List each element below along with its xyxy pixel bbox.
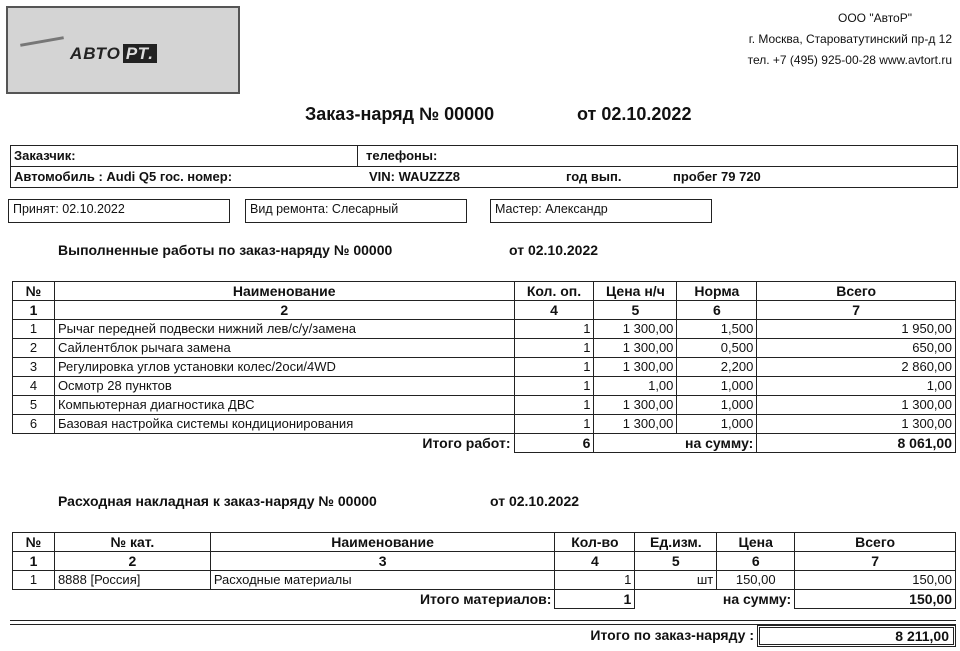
cell: 1 300,00 [594,415,677,434]
cell: 1 [514,320,594,339]
works-total-sum: 8 061,00 [757,434,956,453]
company-address: г. Москва, Староватутинский пр-д 12 [748,32,952,46]
col-number: 6 [717,552,795,571]
cell: 5 [13,396,55,415]
cell: 1 300,00 [594,396,677,415]
cell: Компьютерная диагностика ДВС [54,396,514,415]
table-row [13,339,956,358]
col-number: 4 [514,301,594,320]
col-header: № [13,533,55,552]
cell: 1 300,00 [757,396,956,415]
table-header-row [13,282,956,301]
cell: 650,00 [757,339,956,358]
customer-info [10,145,958,188]
table-row [13,377,956,396]
cell: 1 300,00 [594,358,677,377]
cell: 6 [13,415,55,434]
cell: 1 [514,377,594,396]
col-header: Ед.изм. [635,533,717,552]
cell: 1,00 [757,377,956,396]
materials-total-count: 1 [555,590,635,609]
cell: 1 300,00 [594,320,677,339]
cell: Сайлентблок рычага замена [54,339,514,358]
col-header: № [13,282,55,301]
col-number: 3 [210,552,555,571]
column-number-row [13,301,956,320]
materials-title: Расходная накладная к заказ-наряду № 00000 [58,493,377,509]
cell: 8888 [Россия] [54,571,210,590]
cell: 1 950,00 [757,320,956,339]
table-row [13,396,956,415]
materials-total-row [13,590,956,609]
cell: 1,00 [594,377,677,396]
col-header: Всего [757,282,956,301]
works-date: от 02.10.2022 [509,242,599,258]
cell: 1 [555,571,635,590]
cell: 150,00 [717,571,795,590]
works-table [12,281,956,453]
col-number: 5 [635,552,717,571]
customer-label: Заказчик: [14,148,76,163]
order-title: Заказ-наряд № 00000 [305,104,495,124]
col-number: 5 [594,301,677,320]
phones-label: телефоны: [366,148,438,163]
cell: 1,000 [677,377,757,396]
col-header: Цена н/ч [594,282,677,301]
cell: 2,200 [677,358,757,377]
materials-total-sum: 150,00 [795,590,956,609]
grand-total-value: 8 211,00 [757,625,956,647]
accepted-date: Принят: 02.10.2022 [8,199,230,223]
cell: шт [635,571,717,590]
col-header: Наименование [210,533,555,552]
col-header: Всего [795,533,956,552]
repair-type: Вид ремонта: Слесарный [245,199,467,223]
master-name: Мастер: Александр [490,199,712,223]
vin-label: VIN: WAUZZZ8 [369,169,460,184]
car-label: Автомобиль : Audi Q5 гос. номер: [14,169,233,184]
works-total-count: 6 [514,434,594,453]
cell: 1 300,00 [594,339,677,358]
col-header: № кат. [54,533,210,552]
cell: 1,000 [677,396,757,415]
cell: 1,000 [677,415,757,434]
col-header: Цена [717,533,795,552]
col-header: Кол-во [555,533,635,552]
cell: 1 [514,358,594,377]
cell: 2 [13,339,55,358]
col-number: 4 [555,552,635,571]
cell: 1 [13,571,55,590]
cell: 1 300,00 [757,415,956,434]
col-header: Норма [677,282,757,301]
table-row [13,571,956,590]
works-total-row [13,434,956,453]
cell: 1 [514,396,594,415]
cell: Регулировка углов установки колес/2оси/4WD [54,358,514,377]
cell: 1 [514,339,594,358]
cell: Рычаг передней подвески нижний лев/с/у/замена [54,320,514,339]
materials-total-label: Итого материалов: [419,591,552,608]
mileage-label: пробег 79 720 [673,169,761,184]
cell: 2 860,00 [757,358,956,377]
table-header-row [13,533,956,552]
col-header: Наименование [54,282,514,301]
pen-mark [20,36,64,47]
column-number-row [13,552,956,571]
col-header: Кол. оп. [514,282,594,301]
order-date: от 02.10.2022 [577,104,692,124]
company-contacts: тел. +7 (495) 925-00-28 www.avtort.ru [747,53,952,67]
company-name: ООО "АвтоР" [837,11,912,25]
cell: 1 [514,415,594,434]
cell: 0,500 [677,339,757,358]
cell: 1 [13,320,55,339]
logo-text: АВТО РТ. [70,44,157,64]
table-row [13,415,956,434]
company-logo [6,6,240,94]
col-number: 1 [13,301,55,320]
works-sum-label: на сумму: [594,434,757,453]
cell: 4 [13,377,55,396]
col-number: 1 [13,552,55,571]
cell: Базовая настройка системы кондиционирования [54,415,514,434]
company-info [748,8,952,71]
works-total-label: Итого работ: [422,435,511,452]
col-number: 6 [677,301,757,320]
year-label: год вып. [566,169,622,184]
col-number: 2 [54,301,514,320]
cell: 1,500 [677,320,757,339]
grand-total-label: Итого по заказ-наряду : [590,627,754,643]
cell: 3 [13,358,55,377]
cell: Осмотр 28 пунктов [54,377,514,396]
cell: Расходные материалы [210,571,555,590]
materials-sum-label: на сумму: [722,591,792,608]
works-title: Выполненные работы по заказ-наряду № 00000 [58,242,393,258]
materials-date: от 02.10.2022 [490,493,580,509]
table-row [13,358,956,377]
col-number: 2 [54,552,210,571]
col-number: 7 [757,301,956,320]
cell: 150,00 [795,571,956,590]
col-number: 7 [795,552,956,571]
materials-table [12,532,956,609]
table-row [13,320,956,339]
